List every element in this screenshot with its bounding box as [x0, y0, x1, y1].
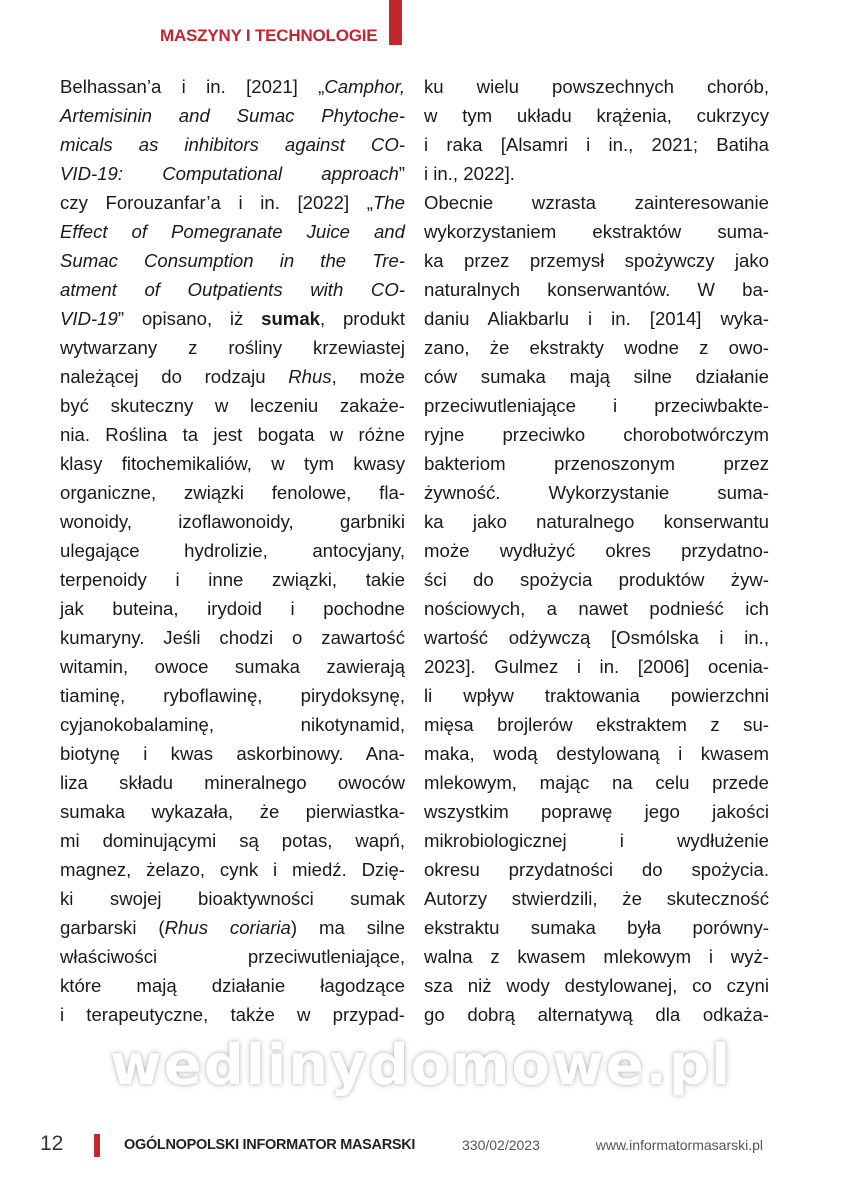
text-segment: tiaminę, ryboflawinę, pirydoksynę, [60, 685, 405, 706]
text-segment: 2023]. Gulmez i in. [2006] ocenia- [424, 656, 769, 677]
text-line [60, 275, 405, 304]
italic-text: VID-19 [60, 308, 118, 329]
text-line [424, 246, 769, 275]
text-segment: nościowych, a nawet podnieść ich [424, 598, 769, 619]
text-segment: należącej do rodzaju [60, 366, 289, 387]
text-line [424, 797, 769, 826]
text-line [60, 1000, 405, 1029]
text-line [60, 855, 405, 884]
text-segment: zano, że ekstrakty wodne z owo- [424, 337, 769, 358]
text-line [60, 710, 405, 739]
page-number: 12 [40, 1132, 64, 1155]
text-segment: ) ma silne [290, 917, 405, 938]
text-line [60, 246, 405, 275]
text-segment: żywność. Wykorzystanie suma- [424, 482, 769, 503]
text-segment: właściwości przeciwutleniające, [60, 946, 405, 967]
text-line [60, 159, 405, 188]
italic-text: Sumac Consumption in the Tre- [60, 250, 405, 271]
text-line [424, 536, 769, 565]
text-column-left [60, 72, 405, 1029]
text-segment: maka, wodą destylowaną i kwasem [424, 743, 769, 764]
text-segment: wonoidy, izoflawonoidy, garbniki [60, 511, 405, 532]
text-line [424, 188, 769, 217]
text-line [60, 101, 405, 130]
text-line [424, 681, 769, 710]
text-segment: ekstraktu sumaka była porówny- [424, 917, 769, 938]
text-segment: biotynę i kwas askorbinowy. Ana- [60, 743, 405, 764]
text-line [424, 652, 769, 681]
text-line [424, 217, 769, 246]
text-line [424, 101, 769, 130]
text-line [424, 855, 769, 884]
text-segment: ” [398, 163, 405, 184]
text-segment: w tym układu krążenia, cukrzycy [424, 105, 769, 126]
text-segment: mięsa brojlerów ekstraktem z su- [424, 714, 769, 735]
text-line [424, 333, 769, 362]
text-line [60, 130, 405, 159]
italic-text: Artemisinin and Sumac Phytoche- [60, 105, 405, 126]
text-segment: ki swojej bioaktywności sumak [60, 888, 405, 909]
issue-number: 330/02/2023 [462, 1137, 540, 1153]
text-line [424, 507, 769, 536]
text-line [60, 971, 405, 1000]
text-segment: wszystkim poprawę jego jakości [424, 801, 769, 822]
text-line [424, 159, 769, 188]
italic-text: Camphor, [324, 76, 405, 97]
text-segment: Autorzy stwierdzili, że skuteczność [424, 888, 769, 909]
text-line [60, 768, 405, 797]
text-line [60, 623, 405, 652]
italic-text: Rhus coriaria [164, 917, 291, 938]
text-segment: witamin, owoce sumaka zawierają [60, 656, 405, 677]
italic-text: micals as inhibitors against CO- [60, 134, 405, 155]
text-line [60, 739, 405, 768]
text-segment: nia. Roślina ta jest bogata w różne [60, 424, 405, 445]
text-line [60, 188, 405, 217]
text-line [60, 362, 405, 391]
text-line [424, 130, 769, 159]
text-segment: wytwarzany z rośliny krzewiastej [60, 337, 405, 358]
text-segment: ka przez przemysł spożywczy jako [424, 250, 769, 271]
website-link[interactable]: www.informatormasarski.pl [595, 1137, 763, 1153]
text-line [424, 884, 769, 913]
text-line [424, 478, 769, 507]
text-segment: Belhassan’a i in. [2021] „ [60, 76, 325, 97]
text-line [424, 391, 769, 420]
section-title: MASZYNY I TECHNOLOGIE [160, 26, 378, 45]
text-line [60, 217, 405, 246]
text-line [424, 72, 769, 101]
text-segment: organiczne, związki fenolowe, fla- [60, 482, 405, 503]
text-line [424, 942, 769, 971]
italic-text: atment of Outpatients with CO- [60, 279, 405, 300]
bold-text: sumak [261, 308, 321, 329]
text-line [424, 362, 769, 391]
text-line [60, 652, 405, 681]
text-segment: ” opisano, iż [117, 308, 262, 329]
text-segment: wartość odżywczą [Osmólska i in., [424, 627, 769, 648]
text-line [60, 507, 405, 536]
text-line [424, 304, 769, 333]
text-line [60, 565, 405, 594]
text-segment: bakteriom przenoszonym przez [424, 453, 769, 474]
text-line [424, 420, 769, 449]
text-segment: które mają działanie łagodzące [60, 975, 405, 996]
text-line [424, 1000, 769, 1029]
header-accent-bar [389, 0, 402, 45]
text-segment: ców sumaka mają silne działanie [424, 366, 769, 387]
text-segment: go dobrą alternatywą dla odkaża- [424, 1004, 769, 1025]
text-segment: być skuteczny w leczeniu zakaże- [60, 395, 405, 416]
text-line [60, 797, 405, 826]
text-segment: wykorzystaniem ekstraktów suma- [424, 221, 769, 242]
text-segment: ka jako naturalnego konserwantu [424, 511, 769, 532]
text-line [424, 739, 769, 768]
text-segment: klasy fitochemikaliów, w tym kwasy [60, 453, 405, 474]
text-segment: cyjanokobalaminę, nikotynamid, [60, 714, 405, 735]
text-line [424, 449, 769, 478]
text-segment: daniu Aliakbarlu i in. [2014] wyka- [424, 308, 769, 329]
text-segment: czy Forouzanfar’a i in. [2022] „ [60, 192, 373, 213]
text-segment: może wydłużyć okres przydatno- [424, 540, 769, 561]
text-segment: naturalnych konserwantów. W ba- [424, 279, 769, 300]
text-segment: , może [331, 366, 405, 387]
text-segment: i terapeutyczne, także w przypad- [60, 1004, 405, 1025]
text-segment: terpenoidy i inne związki, takie [60, 569, 405, 590]
text-line [60, 391, 405, 420]
text-segment: , produkt [320, 308, 405, 329]
text-segment: Obecnie wzrasta zainteresowanie [424, 192, 769, 213]
italic-text: The [372, 192, 405, 213]
text-segment: sza niż wody destylowanej, co czyni [424, 975, 769, 996]
text-segment: walna z kwasem mlekowym i wyż- [424, 946, 769, 967]
text-segment: i raka [Alsamri i in., 2021; Batiha [424, 134, 769, 155]
text-segment: ulegające hydrolizie, antocyjany, [60, 540, 405, 561]
text-segment: kumaryny. Jeśli chodzi o zawartość [60, 627, 405, 648]
text-line [424, 971, 769, 1000]
text-line [424, 913, 769, 942]
footer [0, 1132, 843, 1158]
text-segment: ku wielu powszechnych chorób, [424, 76, 769, 97]
text-segment: garbarski ( [60, 917, 165, 938]
text-column-right [424, 72, 769, 1029]
text-segment: li wpływ traktowania powierzchni [424, 685, 769, 706]
text-line [60, 913, 405, 942]
text-line [424, 623, 769, 652]
text-line [60, 942, 405, 971]
text-segment: mlekowym, mając na celu przede [424, 772, 769, 793]
text-line [424, 565, 769, 594]
text-line [424, 275, 769, 304]
italic-text: VID-19: Computational approach [60, 163, 399, 184]
footer-accent-bar [94, 1134, 100, 1157]
text-segment: ści do spożycia produktów żyw- [424, 569, 769, 590]
text-line [60, 826, 405, 855]
text-line [60, 536, 405, 565]
text-line [424, 710, 769, 739]
text-line [60, 884, 405, 913]
italic-text: Effect of Pomegranate Juice and [60, 221, 405, 242]
text-line [60, 449, 405, 478]
text-segment: sumaka wykazała, że pierwiastka- [60, 801, 405, 822]
text-segment: okresu przydatności do spożycia. [424, 859, 769, 880]
text-line [60, 478, 405, 507]
text-line [424, 768, 769, 797]
text-line [424, 594, 769, 623]
italic-text: Rhus [288, 366, 332, 387]
text-line [60, 420, 405, 449]
text-line [424, 826, 769, 855]
text-segment: jak buteina, irydoid i pochodne [60, 598, 405, 619]
text-line [60, 333, 405, 362]
text-segment: ryjne przeciwko chorobotwórczym [424, 424, 769, 445]
text-line [60, 681, 405, 710]
text-segment: i in., 2022]. [424, 163, 515, 184]
text-segment: liza składu mineralnego owoców [60, 772, 405, 793]
text-line [60, 594, 405, 623]
watermark: wedlinydomowe.pl [110, 1033, 733, 1098]
text-segment: przeciwutleniające i przeciwbakte- [424, 395, 769, 416]
magazine-title: OGÓLNOPOLSKI INFORMATOR MASARSKI [124, 1137, 416, 1153]
text-line [60, 304, 405, 333]
text-line [60, 72, 405, 101]
text-segment: mi dominującymi są potas, wapń, [60, 830, 405, 851]
text-segment: mikrobiologicznej i wydłużenie [424, 830, 769, 851]
text-segment: magnez, żelazo, cynk i miedź. Dzię- [60, 859, 405, 880]
